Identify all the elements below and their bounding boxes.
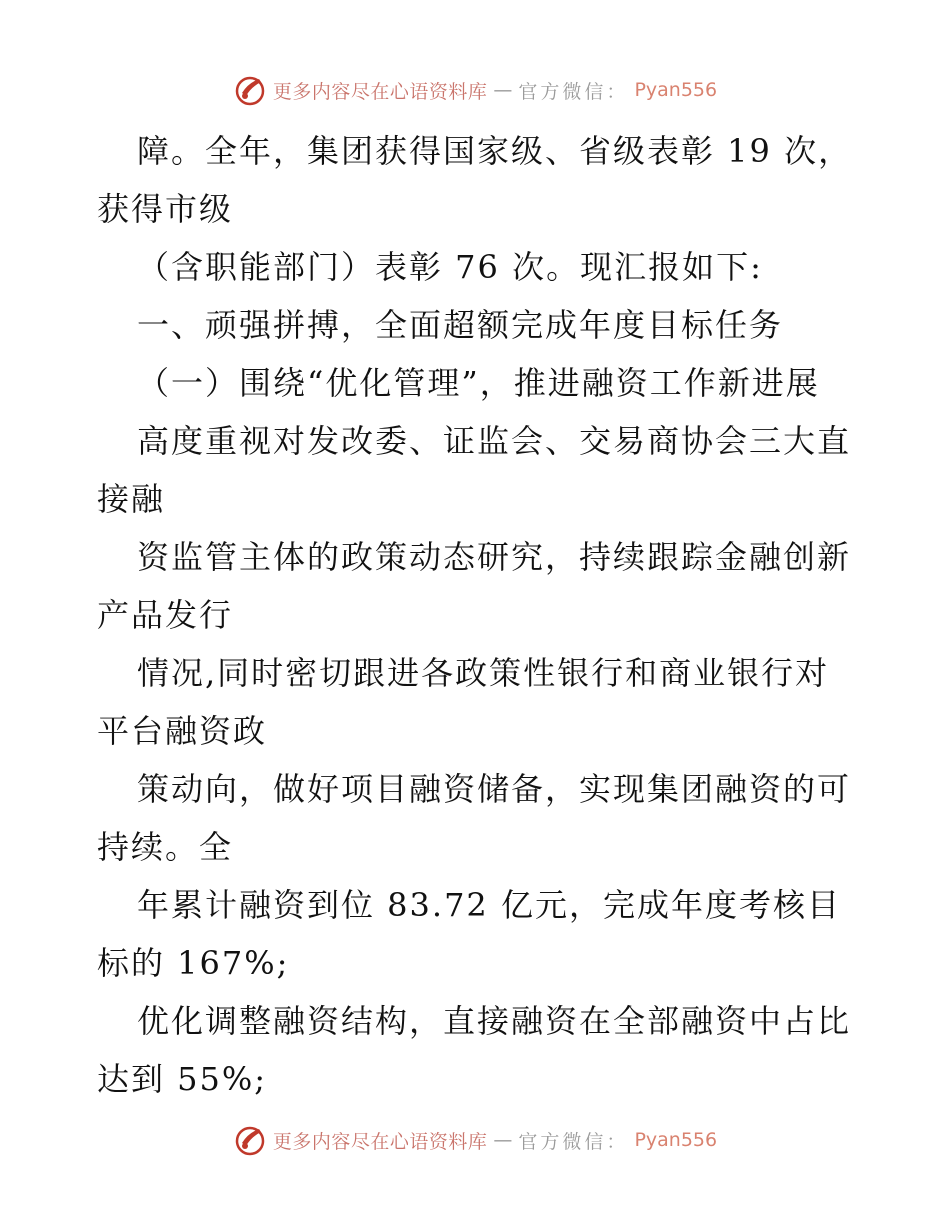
watermark-dash: —: [493, 79, 513, 101]
text-line-2: 获得市级: [97, 190, 234, 228]
watermark-official-label: 官方微信：: [518, 1130, 629, 1153]
watermark-official-label: 官方微信：: [518, 80, 629, 103]
watermark-text: 更多内容尽在心语资料库: [272, 80, 488, 103]
text-line-1: 障。全年，集团获得国家级、省级表彰 19 次，: [137, 132, 853, 170]
watermark-dash: —: [493, 1129, 513, 1151]
text-line-6: 高度重视对发改委、证监会、交易商协会三大直: [137, 422, 852, 460]
text-line-9: 产品发行: [97, 596, 234, 634]
text-line-14: 年累计融资到位 83.72 亿元，完成年度考核目: [137, 886, 841, 924]
section-heading: 一、顽强拼搏，全面超额完成年度目标任务: [137, 306, 784, 344]
text-line-10: 情况,同时密切跟进各政策性银行和商业银行对: [137, 654, 830, 692]
watermark-text: 更多内容尽在心语资料库: [272, 1130, 488, 1153]
text-line-3: （含职能部门）表彰 76 次。现汇报如下:: [137, 248, 763, 286]
text-line-7: 接融: [97, 480, 166, 518]
text-line-11: 平台融资政: [97, 712, 268, 750]
text-line-16: 优化调整融资结构，直接融资在全部融资中占比: [137, 1002, 852, 1040]
document-body: [97, 122, 857, 1108]
text-line-17: 达到 55%;: [97, 1060, 268, 1098]
brush-logo-icon: [233, 1123, 267, 1157]
text-line-12: 策动向，做好项目融资储备，实现集团融资的可: [137, 770, 852, 808]
text-line-13: 持续。全: [97, 828, 234, 866]
header-watermark: [0, 70, 950, 110]
text-line-8: 资监管主体的政策动态研究，持续跟踪金融创新: [137, 538, 852, 576]
brush-logo-icon: [233, 73, 267, 107]
watermark-wechat-id: Pyan556: [634, 79, 718, 101]
subsection-heading: （一）围绕“优化管理”，推进融资工作新进展: [137, 364, 820, 402]
watermark-wechat-id: Pyan556: [634, 1129, 718, 1151]
footer-watermark: [0, 1120, 950, 1160]
text-line-15: 标的 167%;: [97, 944, 290, 982]
